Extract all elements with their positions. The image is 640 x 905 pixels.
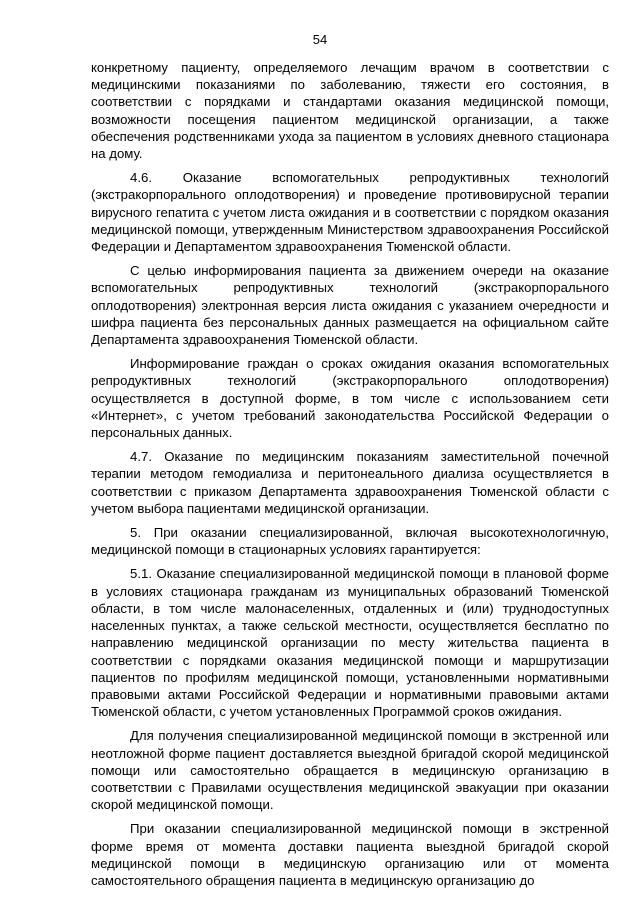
paragraph-5-1: 5.1. Оказание специализированной медицинской помощи в плановой форме в условиях стационара гражданам из муниципальных образований Тюменской области, в том числе малонаселенных, отдаленных и (или) труднодоступных населенных пунктах, а также сельской местности, осуществляется бесплатно по направлению медицинской организации по месту жительства пациента в соответствии с порядками оказания медицинской помощи и маршрутизации пациентов по профилям медицинской помощи, установленными нормативными правовыми актами Российской Федерации и нормативными правовыми актами Тюменской области, с учетом установленных Программой сроков ожидания. — [91, 566, 609, 720]
paragraph-continuation: конкретному пациенту, определяемого лечащим врачом в соответствии с медицинскими показаниями по заболеванию, тяжести его состояния, в соответствии с порядками и стандартами оказания медицинской помощи, возможности посещения пациентом медицинской организации, а также обеспечения родственниками ухода за пациентом в условиях дневного стационара на дому. — [91, 60, 609, 162]
paragraph-emergency-care: Для получения специализированной медицинской помощи в экстренной или неотложной форме пациент доставляется выездной бригадой скорой медицинской помощи или самостоятельно обращается в медицинскую организацию в соответствии с Правилами осуществления медицинской эвакуации при оказании скорой медицинской помощи. — [91, 728, 609, 813]
paragraph-emergency-timing: При оказании специализированной медицинской помощи в экстренной форме время от момента доставки пациента выездной бригадой скорой медицинской помощи в медицинскую организацию или от момента самостоятельного обращения пациента в медицинскую организацию до — [91, 821, 609, 888]
paragraph-waiting-times-info: Информирование граждан о сроках ожидания оказания вспомогательных репродуктивных технологий (экстракорпорального оплодотворения) осуществляется в доступной форме, в том числе с использованием сети «Интернет», с учетом требований законодательства Российской Федерации о персональных данных. — [91, 356, 609, 441]
paragraph-5: 5. При оказании специализированной, включая высокотехнологичную, медицинской помощи в стационарных условиях гарантируется: — [91, 525, 609, 558]
page-number: 54 — [312, 32, 328, 47]
paragraph-waitlist-info: С целью информирования пациента за движением очереди на оказание вспомогательных репродуктивных технологий (экстракорпорального оплодотворения) электронная версия листа ожидания с указанием очередности и шифра пациента без персональных данных размещается на официальном сайте Департамента здравоохранения Тюменской области. — [91, 263, 609, 348]
document-body — [91, 59, 609, 889]
paragraph-4-6: 4.6. Оказание вспомогательных репродуктивных технологий (экстракорпорального оплодотворения) и проведение противовирусной терапии вирусного гепатита с учетом листа ожидания и в соответствии с порядком оказания медицинской помощи, утвержденным Министерством здравоохранения Российской Федерации и Департаментом здравоохранения Тюменской области. — [91, 170, 609, 255]
paragraph-4-7: 4.7. Оказание по медицинским показаниям заместительной почечной терапии методом гемодиализа и перитонеального диализа осуществляется в соответствии с приказом Департамента здравоохранения Тюменской области с учетом выбора пациентами медицинской организации. — [91, 449, 609, 516]
